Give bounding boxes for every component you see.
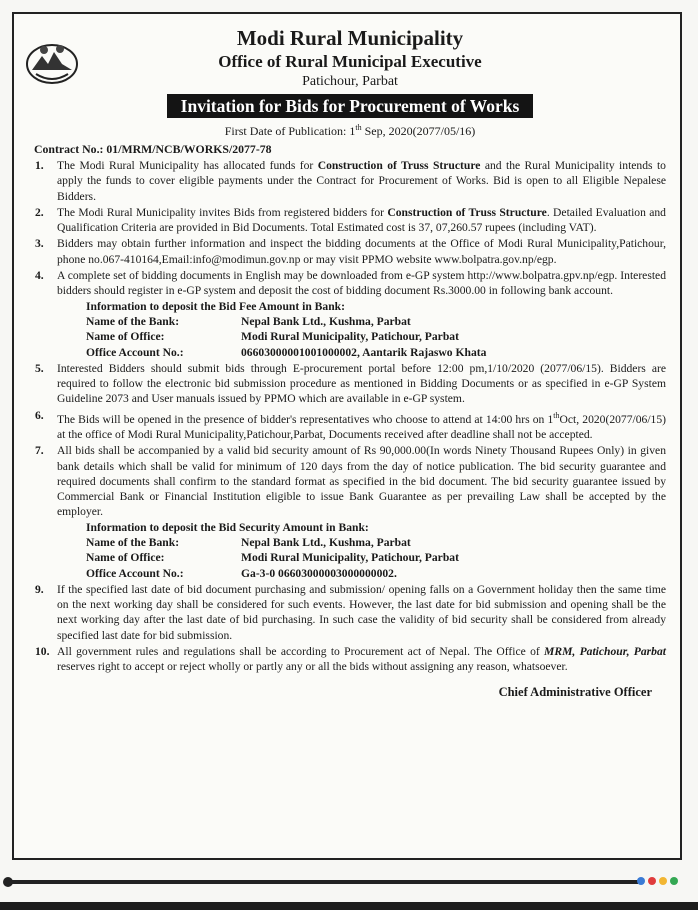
office-location: Patichour, Parbat	[302, 74, 398, 89]
clause-4: 4. A complete set of bidding documents in English may be downloaded from e-GP system http://www.bolpatra.gpv.np/egp. Interested bidders should register in e-GP system and deposit the cost of bidding document Rs.3000.00 in following bank account.	[35, 269, 666, 298]
signatory-title: Chief Administrative Officer	[498, 684, 652, 699]
color-dots-icon	[637, 877, 678, 885]
bottom-band	[0, 902, 698, 910]
clause-7: 7. All bids shall be accompanied by a valid bid security amount of Rs 90,000.00(In words Ninety Thousand Rupees Only) in given bank details which shall be valid for minimum of 120 days from the day of notice publication. The bid security guarantee and required documents shall confirm to the standard format as specified in the bid document. The bid security guarantee issued by Commercial Bank or Financial Institution eligible to issue Bank Guarantee as per prevailing Law shall be accepted by the employer.	[35, 444, 666, 519]
bid-fee-account: 06603000001001000002, Aantarik Rajaswo Khata	[241, 345, 487, 359]
bid-security-bank: Nepal Bank Ltd., Kushma, Parbat	[241, 535, 411, 549]
clause-10: 10. All government rules and regulations shall be according to Procurement act of Nepal. The Office of MRM, Patichour, Parbat reserves right to accept or reject wholly or partly any or all the bids without assigning any reason, whatsoever.	[35, 645, 666, 674]
bid-fee-heading: Information to deposit the Bid Fee Amount in Bank:	[86, 299, 345, 313]
page-footer-bar	[0, 868, 698, 910]
clause-3: 3. Bidders may obtain further information and inspect the bidding documents at the Office of Modi Rural Municipality,Patichour, phone no.067-410164,Email:info@modimun.gov.np or may visit PPMO website www.bolpatra.gov.np/egp.	[35, 237, 666, 266]
clause-5: 5. Interested Bidders should submit bids through E-procurement portal before 12:00 pm,1/10/2020 (2077/06/15). Bidders are required to follow the electronic bid submission procedure as mentioned in Bidding Documents or as specified in e-GP System Guideline 2073 and User manuals issued by PPMO which are available in e-GP system.	[35, 361, 666, 406]
publication-date: First Date of Publication: 1th Sep, 2020(2077/05/16)	[224, 123, 476, 138]
contract-number: Contract No.: 01/MRM/NCB/WORKS/2077-78	[34, 142, 272, 156]
office-name: Office of Rural Municipal Executive	[218, 52, 482, 71]
clause-9: 9. If the specified last date of bid document purchasing and submission/ opening falls on a Government holiday then the same time on the next working day shall be considered for such events. However, the last date for bid submission and opening shall be the next working day after the last date of bid purchasing. In such case the validity of bid security shall be considered from already specified last date for bid submission.	[35, 582, 666, 642]
clause-2: 2. The Modi Rural Municipality invites Bids from registered bidders for Construction of Truss Structure. Detailed Evaluation and Qualification Criteria are provided in Bid Documents. Total Estimated cost is 37, 07,260.57 rupees (including VAT).	[35, 205, 666, 235]
yellow-dot-icon	[659, 877, 667, 885]
bid-fee-bank: Nepal Bank Ltd., Kushma, Parbat	[241, 314, 411, 328]
clause-6: 6. The Bids will be opened in the presence of bidder's representatives who choose to attend at 14:00 hrs on 1thOct, 2020(2077/06/15) at the office of Modi Rural Municipality,Patichour,Parbat, Documents received after deadline shall not be accepted.	[35, 408, 666, 441]
municipality-name: Modi Rural Municipality	[236, 26, 464, 50]
notice-header	[34, 26, 666, 139]
bid-security-account: Ga-3-0 06603000003000000002.	[241, 566, 397, 580]
blue-dot-icon	[637, 877, 645, 885]
bid-fee-bank-info: Information to deposit the Bid Fee Amount in Bank: Name of the Bank: Nepal Bank Ltd., Kushma, Parbat Name of Office: Modi Rural Municipality, Patichour, Parbat Office Account No.: 06603000001001000002, Aantarik Rajaswo Khata	[34, 299, 666, 360]
red-dot-icon	[648, 877, 656, 885]
bid-notice	[12, 12, 682, 860]
municipality-emblem-icon	[24, 34, 80, 90]
bid-security-office: Modi Rural Municipality, Patichour, Parbat	[241, 551, 459, 565]
notice-title: Invitation for Bids for Procurement of Works	[167, 94, 534, 118]
bid-security-bank-info: Information to deposit the Bid Security Amount in Bank: Name of the Bank: Nepal Bank Ltd., Kushma, Parbat Name of Office: Modi Rural Municipality, Patichour, Parbat Office Account No.: Ga-3-0 06603000003000000002.	[34, 520, 666, 581]
bid-security-heading: Information to deposit the Bid Security Amount in Bank:	[86, 520, 369, 534]
bid-fee-office: Modi Rural Municipality, Patichour, Parbat	[241, 330, 459, 344]
clause-1: 1. The Modi Rural Municipality has allocated funds for Construction of Truss Structure and the Rural Municipality intends to apply the funds to cover eligible payments under the Contract for Procurement of Works. Bid is open to all Eligible Nepalese Bidders.	[35, 159, 666, 203]
footer-divider	[10, 880, 638, 884]
green-dot-icon	[670, 877, 678, 885]
